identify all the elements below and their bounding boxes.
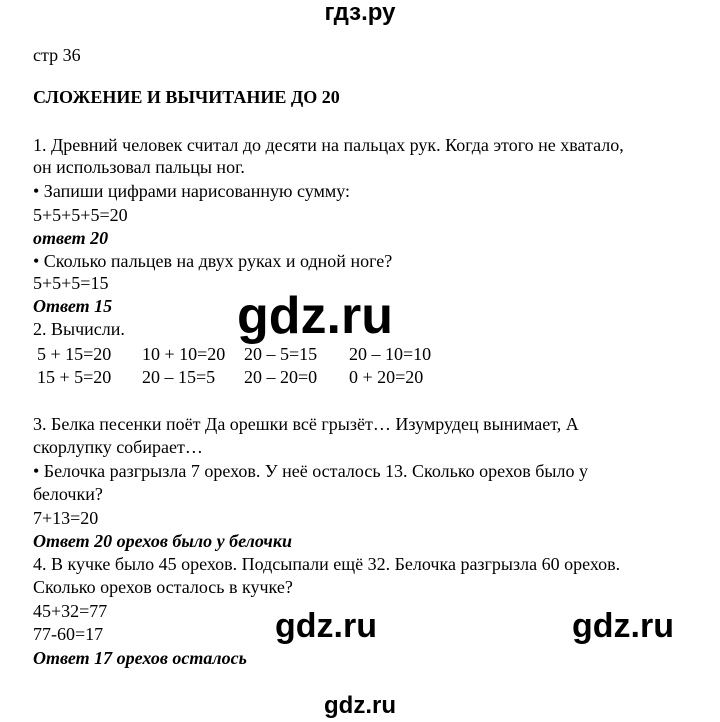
task1-equation2: 5+5+5=15 (33, 273, 109, 293)
task4-answer: Ответ 17 орехов осталось (33, 648, 247, 668)
watermark-bottom: gdz.ru (324, 692, 396, 719)
task3-question-line2: белочки? (33, 484, 103, 504)
watermark-center: gdz.ru (237, 287, 393, 345)
task1-text-line2: он использовал пальцы ног. (33, 157, 245, 177)
task2-row2-expr: 15 + 5=20 (37, 367, 112, 387)
page-label: стр 36 (33, 45, 81, 65)
task2-row1-expr: 20 – 10=10 (349, 344, 432, 364)
task1-question2: • Сколько пальцев на двух руках и одной ноге? (33, 251, 393, 271)
task2-row2-expr: 0 + 20=20 (349, 367, 424, 387)
task3-text-line2: скорлупку собирает… (33, 437, 203, 457)
task4-text-line1: 4. В кучке было 45 орехов. Подсыпали ещё 32. Белочка разгрызла 60 орехов. (33, 554, 621, 574)
task2-row1-expr: 20 – 5=15 (244, 344, 318, 364)
task2-row2-expr: 20 – 20=0 (244, 367, 318, 387)
task2-row1-expr: 10 + 10=20 (142, 344, 226, 364)
task2-row1-expr: 5 + 15=20 (37, 344, 112, 364)
task2-title: 2. Вычисли. (33, 319, 125, 339)
task4-equation1: 45+32=77 (33, 601, 108, 621)
task2-row2-expr: 20 – 15=5 (142, 367, 216, 387)
task1-answer2: Ответ 15 (33, 296, 113, 316)
task4-equation2: 77-60=17 (33, 624, 104, 644)
task1-text-line1: 1. Древний человек считал до десяти на пальцах рук. Когда этого не хватало, (33, 135, 624, 155)
page-heading: СЛОЖЕНИЕ И ВЫЧИТАНИЕ ДО 20 (33, 87, 340, 107)
task3-text-line1: 3. Белка песенки поёт Да орешки всё грызёт… Изумрудец вынимает, А (33, 414, 579, 434)
task3-answer: Ответ 20 орехов было у белочки (33, 531, 292, 551)
task3-question-line1: • Белочка разгрызла 7 орехов. У неё осталось 13. Сколько орехов было у (33, 461, 588, 481)
task1-question1: • Запиши цифрами нарисованную сумму: (33, 181, 351, 201)
task4-text-line2: Сколько орехов осталось в кучке? (33, 577, 293, 597)
watermark-middle-right: gdz.ru (572, 607, 674, 645)
task1-answer1: ответ 20 (33, 228, 109, 248)
task1-equation1: 5+5+5+5=20 (33, 205, 128, 225)
task3-equation: 7+13=20 (33, 508, 99, 528)
watermark-middle-left: gdz.ru (275, 607, 377, 645)
watermark-top: гдз.ру (324, 0, 396, 26)
